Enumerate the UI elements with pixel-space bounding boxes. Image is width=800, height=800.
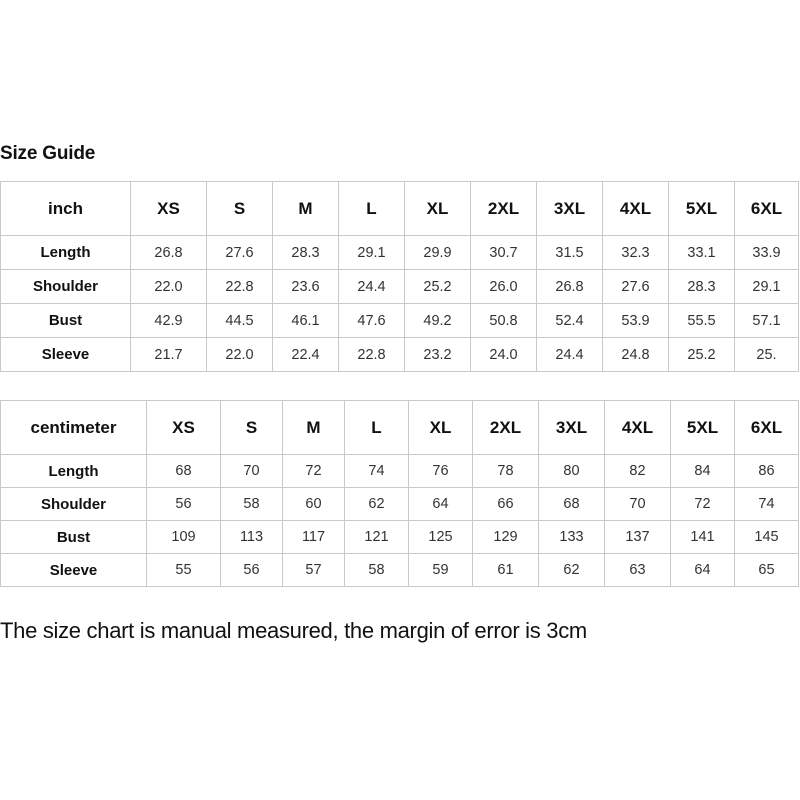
measurement-value-cell: 58 bbox=[221, 488, 283, 521]
measurement-value-cell: 24.4 bbox=[537, 338, 603, 372]
size-header-cell: S bbox=[207, 182, 273, 236]
measurement-value-cell: 125 bbox=[409, 521, 473, 554]
measurement-value-cell: 133 bbox=[539, 521, 605, 554]
measurement-value-cell: 86 bbox=[735, 455, 799, 488]
measurement-value-cell: 62 bbox=[539, 554, 605, 587]
measurement-value-cell: 24.4 bbox=[339, 270, 405, 304]
measurement-value-cell: 55 bbox=[147, 554, 221, 587]
measurement-value-cell: 26.0 bbox=[471, 270, 537, 304]
measurement-value-cell: 25. bbox=[735, 338, 799, 372]
measurement-value-cell: 145 bbox=[735, 521, 799, 554]
measurement-label-cell: Sleeve bbox=[1, 338, 131, 372]
inch-size-table bbox=[0, 181, 799, 372]
size-header-cell: M bbox=[273, 182, 339, 236]
size-chart-note: The size chart is manual measured, the margin of error is 3cm bbox=[0, 618, 587, 643]
measurement-value-cell: 61 bbox=[473, 554, 539, 587]
measurement-value-cell: 28.3 bbox=[669, 270, 735, 304]
measurement-value-cell: 68 bbox=[147, 455, 221, 488]
measurement-value-cell: 47.6 bbox=[339, 304, 405, 338]
measurement-value-cell: 24.8 bbox=[603, 338, 669, 372]
measurement-value-cell: 55.5 bbox=[669, 304, 735, 338]
table-row bbox=[1, 488, 799, 521]
size-header-cell: 2XL bbox=[471, 182, 537, 236]
measurement-value-cell: 72 bbox=[671, 488, 735, 521]
page-title: Size Guide bbox=[0, 143, 96, 164]
measurement-value-cell: 64 bbox=[409, 488, 473, 521]
measurement-value-cell: 60 bbox=[283, 488, 345, 521]
measurement-value-cell: 21.7 bbox=[131, 338, 207, 372]
size-header-cell: 5XL bbox=[669, 182, 735, 236]
measurement-value-cell: 84 bbox=[671, 455, 735, 488]
measurement-value-cell: 57 bbox=[283, 554, 345, 587]
measurement-value-cell: 78 bbox=[473, 455, 539, 488]
measurement-value-cell: 22.0 bbox=[131, 270, 207, 304]
size-header-cell: XS bbox=[147, 401, 221, 455]
measurement-value-cell: 22.8 bbox=[207, 270, 273, 304]
measurement-value-cell: 65 bbox=[735, 554, 799, 587]
size-header-cell: 4XL bbox=[603, 182, 669, 236]
measurement-value-cell: 29.1 bbox=[735, 270, 799, 304]
measurement-value-cell: 113 bbox=[221, 521, 283, 554]
measurement-value-cell: 29.1 bbox=[339, 236, 405, 270]
measurement-label-cell: Bust bbox=[1, 304, 131, 338]
measurement-value-cell: 53.9 bbox=[603, 304, 669, 338]
table-row bbox=[1, 554, 799, 587]
unit-header-cell: inch bbox=[1, 182, 131, 236]
size-header-cell: XL bbox=[405, 182, 471, 236]
measurement-label-cell: Length bbox=[1, 455, 147, 488]
measurement-value-cell: 32.3 bbox=[603, 236, 669, 270]
table-row bbox=[1, 270, 799, 304]
measurement-value-cell: 23.6 bbox=[273, 270, 339, 304]
measurement-value-cell: 58 bbox=[345, 554, 409, 587]
table-row bbox=[1, 236, 799, 270]
measurement-value-cell: 63 bbox=[605, 554, 671, 587]
measurement-value-cell: 22.4 bbox=[273, 338, 339, 372]
measurement-value-cell: 137 bbox=[605, 521, 671, 554]
measurement-label-cell: Sleeve bbox=[1, 554, 147, 587]
size-header-cell: 2XL bbox=[473, 401, 539, 455]
size-header-cell: 3XL bbox=[537, 182, 603, 236]
table-row bbox=[1, 521, 799, 554]
size-header-cell: L bbox=[345, 401, 409, 455]
table-header-row bbox=[1, 182, 799, 236]
size-header-cell: 3XL bbox=[539, 401, 605, 455]
measurement-value-cell: 52.4 bbox=[537, 304, 603, 338]
measurement-label-cell: Length bbox=[1, 236, 131, 270]
measurement-value-cell: 28.3 bbox=[273, 236, 339, 270]
unit-header-cell: centimeter bbox=[1, 401, 147, 455]
measurement-value-cell: 27.6 bbox=[603, 270, 669, 304]
measurement-value-cell: 70 bbox=[221, 455, 283, 488]
size-header-cell: S bbox=[221, 401, 283, 455]
measurement-value-cell: 23.2 bbox=[405, 338, 471, 372]
size-header-cell: 6XL bbox=[735, 401, 799, 455]
measurement-value-cell: 74 bbox=[345, 455, 409, 488]
measurement-value-cell: 121 bbox=[345, 521, 409, 554]
measurement-value-cell: 22.0 bbox=[207, 338, 273, 372]
centimeter-size-table bbox=[0, 400, 799, 587]
measurement-value-cell: 30.7 bbox=[471, 236, 537, 270]
table-row bbox=[1, 304, 799, 338]
measurement-value-cell: 109 bbox=[147, 521, 221, 554]
measurement-value-cell: 56 bbox=[147, 488, 221, 521]
measurement-value-cell: 31.5 bbox=[537, 236, 603, 270]
size-header-cell: 4XL bbox=[605, 401, 671, 455]
measurement-value-cell: 70 bbox=[605, 488, 671, 521]
size-header-cell: XS bbox=[131, 182, 207, 236]
table-row bbox=[1, 338, 799, 372]
size-header-cell: XL bbox=[409, 401, 473, 455]
measurement-value-cell: 57.1 bbox=[735, 304, 799, 338]
measurement-value-cell: 22.8 bbox=[339, 338, 405, 372]
measurement-value-cell: 62 bbox=[345, 488, 409, 521]
measurement-value-cell: 44.5 bbox=[207, 304, 273, 338]
measurement-value-cell: 68 bbox=[539, 488, 605, 521]
size-header-cell: M bbox=[283, 401, 345, 455]
size-header-cell: L bbox=[339, 182, 405, 236]
measurement-value-cell: 50.8 bbox=[471, 304, 537, 338]
measurement-value-cell: 80 bbox=[539, 455, 605, 488]
measurement-value-cell: 27.6 bbox=[207, 236, 273, 270]
measurement-label-cell: Bust bbox=[1, 521, 147, 554]
measurement-value-cell: 56 bbox=[221, 554, 283, 587]
size-header-cell: 5XL bbox=[671, 401, 735, 455]
measurement-value-cell: 25.2 bbox=[405, 270, 471, 304]
measurement-value-cell: 42.9 bbox=[131, 304, 207, 338]
measurement-value-cell: 66 bbox=[473, 488, 539, 521]
measurement-label-cell: Shoulder bbox=[1, 488, 147, 521]
measurement-value-cell: 59 bbox=[409, 554, 473, 587]
measurement-value-cell: 49.2 bbox=[405, 304, 471, 338]
table-row bbox=[1, 455, 799, 488]
measurement-value-cell: 26.8 bbox=[537, 270, 603, 304]
measurement-value-cell: 33.1 bbox=[669, 236, 735, 270]
measurement-value-cell: 117 bbox=[283, 521, 345, 554]
measurement-value-cell: 46.1 bbox=[273, 304, 339, 338]
measurement-value-cell: 82 bbox=[605, 455, 671, 488]
measurement-value-cell: 64 bbox=[671, 554, 735, 587]
measurement-value-cell: 129 bbox=[473, 521, 539, 554]
measurement-value-cell: 74 bbox=[735, 488, 799, 521]
measurement-value-cell: 76 bbox=[409, 455, 473, 488]
measurement-value-cell: 33.9 bbox=[735, 236, 799, 270]
measurement-value-cell: 72 bbox=[283, 455, 345, 488]
measurement-label-cell: Shoulder bbox=[1, 270, 131, 304]
measurement-value-cell: 141 bbox=[671, 521, 735, 554]
measurement-value-cell: 29.9 bbox=[405, 236, 471, 270]
measurement-value-cell: 24.0 bbox=[471, 338, 537, 372]
measurement-value-cell: 25.2 bbox=[669, 338, 735, 372]
size-header-cell: 6XL bbox=[735, 182, 799, 236]
table-header-row bbox=[1, 401, 799, 455]
measurement-value-cell: 26.8 bbox=[131, 236, 207, 270]
